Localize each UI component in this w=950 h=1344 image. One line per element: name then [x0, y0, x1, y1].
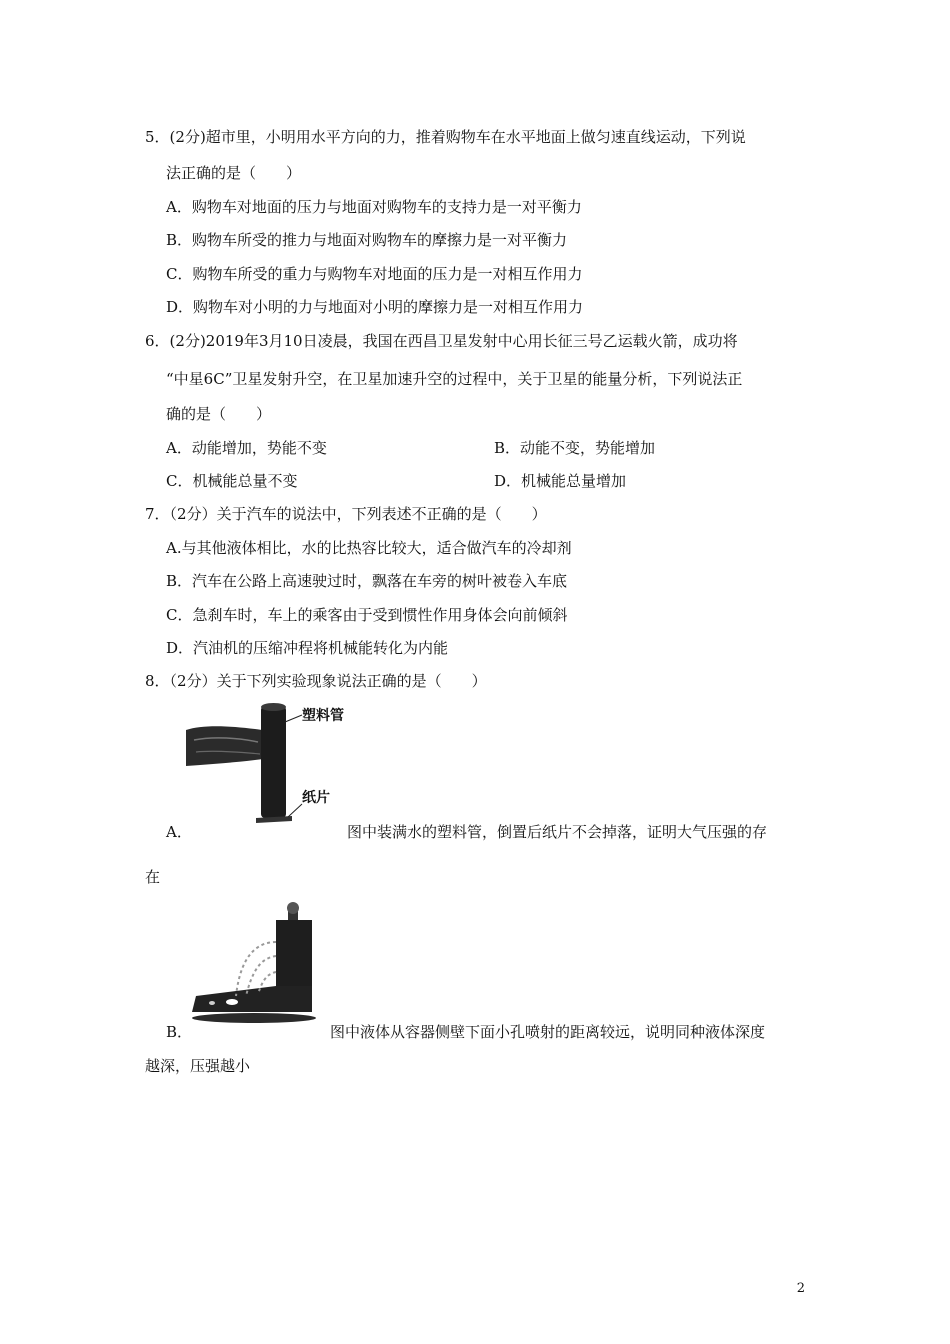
q7-stem: 7．（2分）关于汽车的说法中，下列表述不正确的是（ ）	[145, 505, 547, 523]
q5-option-c: C．购物车所受的重力与购物车对地面的压力是一对相互作用力	[166, 265, 583, 283]
q8-option-a-text-line1: 图中装满水的塑料管，倒置后纸片不会掉落，证明大气压强的存	[347, 823, 768, 841]
q6-stem-line1: 6．(2分)2019年3月10日凌晨，我国在西昌卫星发射中心用长征三号乙运载火箭，成功将	[145, 332, 738, 350]
q8-stem: 8．（2分）关于下列实验现象说法正确的是（ ）	[145, 672, 487, 690]
q8-option-b-text-line2: 越深，压强越小	[145, 1057, 251, 1075]
tube-label: 塑料管	[302, 708, 344, 724]
q8-option-b-text-line1: 图中液体从容器侧壁下面小孔喷射的距离较远，说明同种液体深度	[330, 1023, 766, 1041]
q5-option-b: B．购物车所受的推力与地面对购物车的摩擦力是一对平衡力	[166, 231, 568, 249]
q6-option-b: B．动能不变，势能增加	[494, 439, 656, 457]
q5-stem-line2: 法正确的是（ ）	[166, 164, 302, 182]
q6-option-d: D．机械能总量增加	[494, 472, 627, 490]
paper-label: 纸片	[302, 790, 330, 806]
q8-option-a-text-line2: 在	[145, 868, 161, 886]
q6-option-a: A．动能增加，势能不变	[166, 439, 327, 457]
q8-option-a-label: A．	[166, 823, 192, 841]
q5-option-d: D．购物车对小明的力与地面对小明的摩擦力是一对相互作用力	[166, 298, 584, 316]
q8-option-b-label: B．	[166, 1023, 193, 1041]
q5-stem-line1: 5．(2分)超市里，小明用水平方向的力，推着购物车在水平地面上做匀速直线运动，下列说	[145, 128, 746, 146]
page-number: 2	[796, 1281, 805, 1296]
q7-option-d: D．汽油机的压缩冲程将机械能转化为内能	[166, 639, 449, 657]
q7-option-a: A.与其他液体相比，水的比热容比较大，适合做汽车的冷却剂	[166, 539, 572, 557]
q7-option-b: B．汽车在公路上高速驶过时，飘落在车旁的树叶被卷入车底	[166, 572, 568, 590]
q6-stem-line2: “中星6C”卫星发射升空，在卫星加速升空的过程中，关于卫星的能量分析，下列说法正	[166, 370, 743, 388]
plastic-tube-figure	[184, 700, 344, 825]
q7-option-c: C．急刹车时，车上的乘客由于受到惯性作用身体会向前倾斜	[166, 606, 568, 624]
q6-stem-line3: 确的是（ ）	[166, 405, 272, 423]
q5-option-a: A．购物车对地面的压力与地面对购物车的支持力是一对平衡力	[166, 198, 582, 216]
q6-option-c: C．机械能总量不变	[166, 472, 298, 490]
container-spray-figure	[184, 898, 324, 1026]
